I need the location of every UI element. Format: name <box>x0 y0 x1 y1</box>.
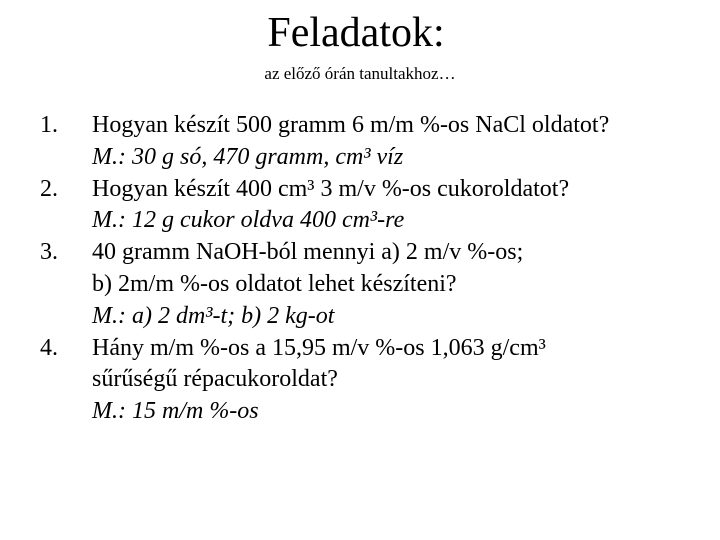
task-question-line: Hogyan készít 400 cm³ 3 m/v %-os cukoroldatot? <box>92 175 570 202</box>
task-question-line: Hogyan készít 500 gramm 6 m/m %-os NaCl oldatot? <box>92 112 610 138</box>
slide-subtitle: az előző órán tanultakhoz… <box>264 64 456 83</box>
task-question-line: Hány m/m %-os a 15,95 m/v %-os 1,063 g/cm³ <box>92 334 546 361</box>
task-answer: M.: a) 2 dm³-t; b) 2 kg-ot <box>92 302 335 329</box>
task-item-1 <box>0 110 720 174</box>
task-question-line: sűrűségű répacukoroldat? <box>92 366 338 393</box>
slide-title: Feladatok: <box>267 10 445 56</box>
task-answer: M.: 12 g cukor oldva 400 cm³-re <box>92 207 405 234</box>
task-item-2 <box>0 174 720 238</box>
task-item-4 <box>0 333 720 428</box>
task-number: 4. <box>40 334 58 361</box>
task-question-line: b) 2m/m %-os oldatot lehet készíteni? <box>92 270 457 297</box>
task-answer: M.: 30 g só, 470 gramm, cm³ víz <box>92 143 404 170</box>
task-item-3 <box>0 237 720 332</box>
task-question-line: 40 gramm NaOH-ból mennyi a) 2 m/v %-os; <box>92 239 524 266</box>
task-answer: M.: 15 m/m %-os <box>92 398 259 425</box>
task-list <box>0 110 720 428</box>
task-number: 1. <box>40 112 58 138</box>
task-number: 2. <box>40 175 58 202</box>
task-number: 3. <box>40 239 58 266</box>
